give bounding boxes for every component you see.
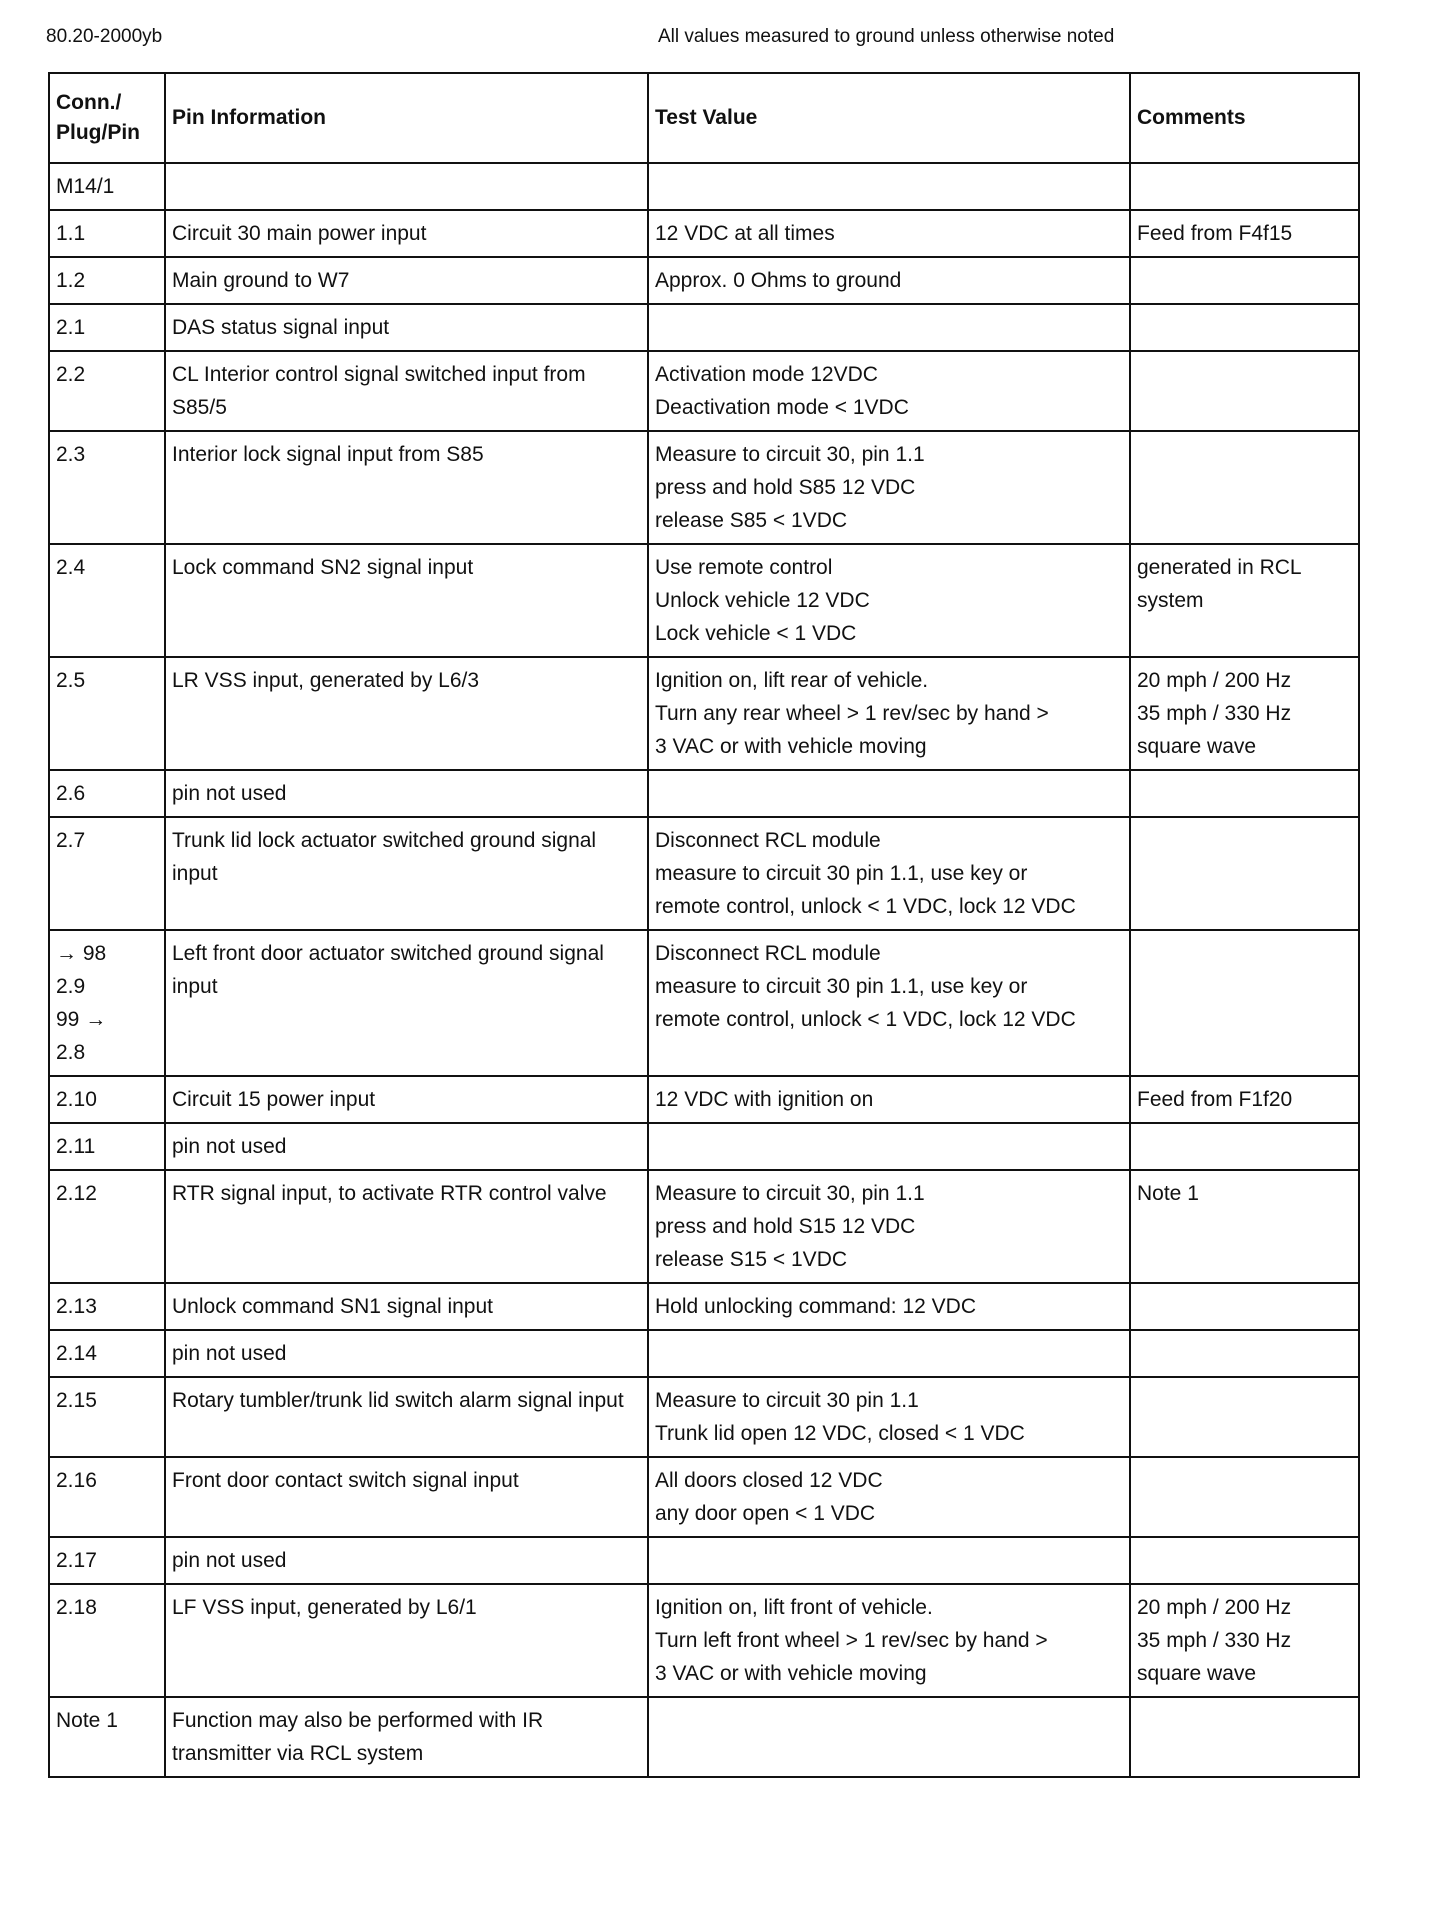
- pin-info-cell: Function may also be performed with IR transmitter via RCL system: [165, 1697, 648, 1777]
- column-header-pin: Conn./ Plug/Pin: [49, 73, 165, 163]
- test-value-cell: [648, 163, 1130, 210]
- pin-info-cell: RTR signal input, to activate RTR control valve: [165, 1170, 648, 1283]
- pin-info-cell: Circuit 15 power input: [165, 1076, 648, 1123]
- table-row: [49, 930, 1359, 1076]
- pin-cell: M14/1: [49, 163, 165, 210]
- comment-cell: [1130, 304, 1359, 351]
- test-value-cell: All doors closed 12 VDC any door open < 1 VDC: [648, 1457, 1130, 1537]
- pin-cell: 2.13: [49, 1283, 165, 1330]
- comment-cell: [1130, 1697, 1359, 1777]
- pin-cell: 2.4: [49, 544, 165, 657]
- table-row: [49, 163, 1359, 210]
- comment-cell: Feed from F4f15: [1130, 210, 1359, 257]
- comment-cell: [1130, 930, 1359, 1076]
- test-value-cell: Ignition on, lift rear of vehicle. Turn any rear wheel > 1 rev/sec by hand > 3 VAC or with vehicle moving: [648, 657, 1130, 770]
- table-row: [49, 257, 1359, 304]
- pin-info-cell: Circuit 30 main power input: [165, 210, 648, 257]
- comment-cell: [1130, 817, 1359, 930]
- pin-cell: → 98 2.9 99 → 2.8: [49, 930, 165, 1076]
- pin-cell: 2.3: [49, 431, 165, 544]
- test-value-cell: 12 VDC with ignition on: [648, 1076, 1130, 1123]
- pin-cell: 2.2: [49, 351, 165, 431]
- pin-info-cell: Lock command SN2 signal input: [165, 544, 648, 657]
- pin-cell: 1.1: [49, 210, 165, 257]
- comment-cell: [1130, 351, 1359, 431]
- pin-cell: 2.11: [49, 1123, 165, 1170]
- comment-cell: [1130, 163, 1359, 210]
- test-value-cell: Measure to circuit 30, pin 1.1 press and hold S85 12 VDC release S85 < 1VDC: [648, 431, 1130, 544]
- pin-cell: 2.16: [49, 1457, 165, 1537]
- comment-cell: Feed from F1f20: [1130, 1076, 1359, 1123]
- test-value-cell: Measure to circuit 30, pin 1.1 press and hold S15 12 VDC release S15 < 1VDC: [648, 1170, 1130, 1283]
- table-row: [49, 544, 1359, 657]
- pin-info-cell: LR VSS input, generated by L6/3: [165, 657, 648, 770]
- pin-assignment-table: [48, 72, 1360, 1778]
- pin-info-cell: Trunk lid lock actuator switched ground signal input: [165, 817, 648, 930]
- comment-cell: [1130, 1123, 1359, 1170]
- table-row: [49, 351, 1359, 431]
- test-value-cell: [648, 1537, 1130, 1584]
- pin-info-cell: Main ground to W7: [165, 257, 648, 304]
- table-row: [49, 770, 1359, 817]
- table-row: [49, 1076, 1359, 1123]
- test-value-cell: [648, 770, 1130, 817]
- table-row: [49, 431, 1359, 544]
- pin-cell: 2.6: [49, 770, 165, 817]
- pin-info-cell: Rotary tumbler/trunk lid switch alarm signal input: [165, 1377, 648, 1457]
- column-header-test-value: Test Value: [648, 73, 1130, 163]
- test-value-cell: Disconnect RCL module measure to circuit 30 pin 1.1, use key or remote control, unlock < 1 VDC, lock 12 VDC: [648, 817, 1130, 930]
- table-row: [49, 304, 1359, 351]
- test-value-cell: Ignition on, lift front of vehicle. Turn left front wheel > 1 rev/sec by hand > 3 VAC or with vehicle moving: [648, 1584, 1130, 1697]
- table-row: [49, 1377, 1359, 1457]
- table-row: [49, 1457, 1359, 1537]
- table-row: [49, 1584, 1359, 1697]
- comment-cell: 20 mph / 200 Hz 35 mph / 330 Hz square wave: [1130, 1584, 1359, 1697]
- test-value-cell: Use remote control Unlock vehicle 12 VDC Lock vehicle < 1 VDC: [648, 544, 1130, 657]
- pin-info-cell: Interior lock signal input from S85: [165, 431, 648, 544]
- pin-info-cell: CL Interior control signal switched input from S85/5: [165, 351, 648, 431]
- pin-cell: 2.1: [49, 304, 165, 351]
- pin-info-cell: Left front door actuator switched ground signal input: [165, 930, 648, 1076]
- pin-info-cell: [165, 163, 648, 210]
- pin-info-cell: pin not used: [165, 770, 648, 817]
- measurement-note: All values measured to ground unless otherwise noted: [658, 26, 1115, 47]
- pin-info-cell: pin not used: [165, 1330, 648, 1377]
- comment-cell: Note 1: [1130, 1170, 1359, 1283]
- pin-info-cell: pin not used: [165, 1123, 648, 1170]
- table-row: [49, 1283, 1359, 1330]
- pin-info-cell: pin not used: [165, 1537, 648, 1584]
- pin-cell: 2.7: [49, 817, 165, 930]
- test-value-cell: [648, 304, 1130, 351]
- pin-cell: 2.5: [49, 657, 165, 770]
- pin-info-cell: DAS status signal input: [165, 304, 648, 351]
- table-row: [49, 1537, 1359, 1584]
- comment-cell: [1130, 1330, 1359, 1377]
- table-row: [49, 1170, 1359, 1283]
- pin-cell: Note 1: [49, 1697, 165, 1777]
- comment-cell: [1130, 770, 1359, 817]
- comment-cell: 20 mph / 200 Hz 35 mph / 330 Hz square wave: [1130, 657, 1359, 770]
- table-header-row: [49, 73, 1359, 163]
- test-value-cell: 12 VDC at all times: [648, 210, 1130, 257]
- comment-cell: [1130, 1377, 1359, 1457]
- test-value-cell: [648, 1697, 1130, 1777]
- pin-cell: 2.15: [49, 1377, 165, 1457]
- comment-cell: [1130, 1283, 1359, 1330]
- pin-cell: 2.17: [49, 1537, 165, 1584]
- page-header: [46, 26, 1336, 56]
- pin-cell: 2.12: [49, 1170, 165, 1283]
- table-row: [49, 1697, 1359, 1777]
- comment-cell: [1130, 431, 1359, 544]
- pin-info-cell: LF VSS input, generated by L6/1: [165, 1584, 648, 1697]
- comment-cell: generated in RCL system: [1130, 544, 1359, 657]
- document-code: 80.20-2000yb: [46, 26, 163, 47]
- test-value-cell: Approx. 0 Ohms to ground: [648, 257, 1130, 304]
- column-header-comments: Comments: [1130, 73, 1359, 163]
- pin-info-cell: Unlock command SN1 signal input: [165, 1283, 648, 1330]
- test-value-cell: Disconnect RCL module measure to circuit 30 pin 1.1, use key or remote control, unlock < 1 VDC, lock 12 VDC: [648, 930, 1130, 1076]
- test-value-cell: Activation mode 12VDC Deactivation mode < 1VDC: [648, 351, 1130, 431]
- test-value-cell: [648, 1123, 1130, 1170]
- test-value-cell: Measure to circuit 30 pin 1.1 Trunk lid open 12 VDC, closed < 1 VDC: [648, 1377, 1130, 1457]
- pin-cell: 1.2: [49, 257, 165, 304]
- pin-cell: 2.10: [49, 1076, 165, 1123]
- comment-cell: [1130, 257, 1359, 304]
- test-value-cell: [648, 1330, 1130, 1377]
- table-row: [49, 817, 1359, 930]
- pin-info-cell: Front door contact switch signal input: [165, 1457, 648, 1537]
- table-row: [49, 1330, 1359, 1377]
- table-row: [49, 657, 1359, 770]
- test-value-cell: Hold unlocking command: 12 VDC: [648, 1283, 1130, 1330]
- comment-cell: [1130, 1537, 1359, 1584]
- comment-cell: [1130, 1457, 1359, 1537]
- pin-cell: 2.18: [49, 1584, 165, 1697]
- pin-cell: 2.14: [49, 1330, 165, 1377]
- table-row: [49, 210, 1359, 257]
- column-header-pin-information: Pin Information: [165, 73, 648, 163]
- table-row: [49, 1123, 1359, 1170]
